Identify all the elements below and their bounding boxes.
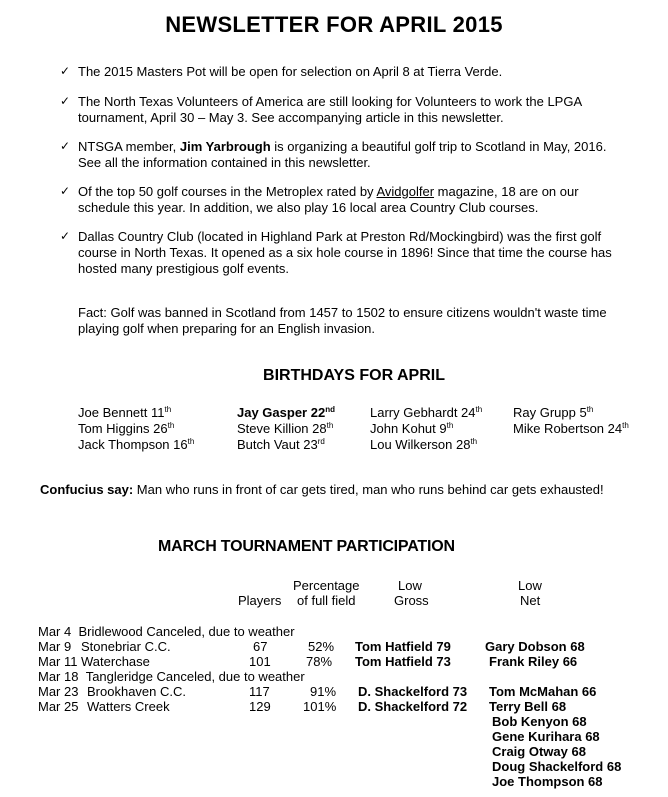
header-full-field: of full field xyxy=(297,593,356,608)
low-net-name: Gene Kurihara 68 xyxy=(492,729,600,744)
row-course: Bridlewood Canceled, due to weather xyxy=(78,624,295,639)
row-date: Mar 4 xyxy=(38,624,72,639)
bullet-line: course in North Texas. It opened as a six hole course in 1896! Since that time the course has xyxy=(78,245,612,260)
row-date: Mar 11 xyxy=(38,654,78,669)
checkmark-icon: ✓ xyxy=(60,229,71,243)
header-low-gross-2: Gross xyxy=(394,593,429,608)
checkmark-icon: ✓ xyxy=(60,184,71,198)
row-percentage: 78% xyxy=(306,654,333,669)
birthday-entry: Tom Higgins 26th xyxy=(78,421,175,436)
table-row xyxy=(38,624,295,639)
low-net-name: Craig Otway 68 xyxy=(492,744,586,759)
bullet-text: NTSGA member, xyxy=(78,139,180,154)
tournament-heading: MARCH TOURNAMENT PARTICIPATION xyxy=(158,538,455,555)
confucius-text: Man who runs in front of car gets tired, man who runs behind car gets exhausted! xyxy=(133,482,604,497)
low-net-name: Joe Thompson 68 xyxy=(492,774,603,789)
low-net-name: Doug Shackelford 68 xyxy=(492,759,622,774)
newsletter-title: NEWSLETTER FOR APRIL 2015 xyxy=(165,12,503,37)
row-course: Stonebriar C.C. xyxy=(81,639,171,654)
bullet-line: The 2015 Masters Pot will be open for selection on April 8 at Tierra Verde. xyxy=(78,64,503,79)
header-low-net-2: Net xyxy=(520,593,541,608)
birthday-entry: Steve Killion 28th xyxy=(237,421,334,436)
row-date: Mar 9 xyxy=(38,639,72,654)
birthday-column-4 xyxy=(513,405,629,437)
row-players: 101 xyxy=(249,654,271,669)
bullet-line: schedule this year. In addition, we also play 16 local area Country Club courses. xyxy=(78,200,539,215)
bullet-line: hosted many prestigious golf events. xyxy=(78,261,290,276)
birthday-entry: John Kohut 9th xyxy=(370,421,454,436)
row-players: 129 xyxy=(249,699,271,714)
row-players: 67 xyxy=(253,639,268,654)
checkmark-icon: ✓ xyxy=(60,139,71,153)
row-course: Tangleridge Canceled, due to weather xyxy=(85,669,305,684)
row-course: Watters Creek xyxy=(87,699,170,714)
bullet-line: See all the information contained in this newsletter. xyxy=(78,155,371,170)
birthday-entry: Ray Grupp 5th xyxy=(513,405,594,420)
birthday-entry: Butch Vaut 23rd xyxy=(237,437,325,452)
birthday-entry: Jay Gasper 22nd xyxy=(237,405,335,420)
row-date: Mar 25 xyxy=(38,699,79,714)
header-low-net-1: Low xyxy=(518,578,542,593)
bullet-text: Of the top 50 golf courses in the Metroplex rated by xyxy=(78,184,377,199)
row-percentage: 91% xyxy=(310,684,337,699)
avidgolfer-link[interactable]: Avidgolfer xyxy=(376,184,435,199)
header-players: Players xyxy=(238,593,282,608)
fact-line: playing golf when preparing for an English invasion. xyxy=(78,321,376,336)
fact-paragraph xyxy=(78,305,638,337)
fact-line: Fact: Golf was banned in Scotland from 1457 to 1502 to ensure citizens wouldn't waste time xyxy=(78,305,607,320)
row-low-gross: D. Shackelford 72 xyxy=(358,699,468,714)
row-date: Mar 23 xyxy=(38,684,79,699)
checkmark-icon: ✓ xyxy=(60,94,71,108)
low-net-name: Bob Kenyon 68 xyxy=(492,714,587,729)
row-course: Waterchase xyxy=(81,654,150,669)
birthday-entry: Lou Wilkerson 28th xyxy=(370,437,478,452)
birthday-entry: Mike Robertson 24th xyxy=(513,421,629,436)
header-low-gross-1: Low xyxy=(398,578,422,593)
row-low-net: Frank Riley 66 xyxy=(489,654,578,669)
row-percentage: 52% xyxy=(308,639,335,654)
bullet-text: magazine, 18 are on our xyxy=(434,184,579,199)
bullet-line: Dallas Country Club (located in Highland Park at Preston Rd/Mockingbird) was the first golf xyxy=(78,229,602,244)
header-percentage: Percentage xyxy=(293,578,360,593)
row-players: 117 xyxy=(249,684,270,699)
bullet-line xyxy=(78,139,626,155)
confucius-label: Confucius say: xyxy=(40,482,134,497)
bullet-line xyxy=(78,184,626,200)
birthday-entry: Jack Thompson 16th xyxy=(78,437,195,452)
bullet-text: is organizing a beautiful golf trip to Scotland in May, 2016. xyxy=(270,139,607,154)
row-low-net: Tom McMahan 66 xyxy=(489,684,597,699)
birthday-entry: Larry Gebhardt 24th xyxy=(370,405,483,420)
birthday-entry: Joe Bennett 11th xyxy=(78,405,172,420)
birthday-column-2 xyxy=(237,405,335,453)
bullet-line: tournament, April 30 – May 3. See accompanying article in this newsletter. xyxy=(78,110,504,125)
row-low-gross: D. Shackelford 73 xyxy=(358,684,468,699)
row-low-net: Terry Bell 68 xyxy=(489,699,567,714)
row-low-net: Gary Dobson 68 xyxy=(485,639,585,654)
birthdays-heading: BIRTHDAYS FOR APRIL xyxy=(263,367,445,384)
confucius-quote xyxy=(40,482,604,497)
member-name: Jim Yarbrough xyxy=(179,139,271,154)
row-date: Mar 18 xyxy=(38,669,79,684)
bullet-line: The North Texas Volunteers of America are still looking for Volunteers to work the LPGA xyxy=(78,94,583,109)
birthday-column-1 xyxy=(78,405,194,453)
row-low-gross: Tom Hatfield 73 xyxy=(355,654,451,669)
row-low-gross: Tom Hatfield 79 xyxy=(355,639,451,654)
row-course: Brookhaven C.C. xyxy=(87,684,186,699)
table-row xyxy=(38,669,305,684)
birthday-column-3 xyxy=(370,405,482,453)
row-percentage: 101% xyxy=(303,699,337,714)
extra-low-net-list xyxy=(492,714,621,789)
checkmark-icon: ✓ xyxy=(60,64,71,78)
